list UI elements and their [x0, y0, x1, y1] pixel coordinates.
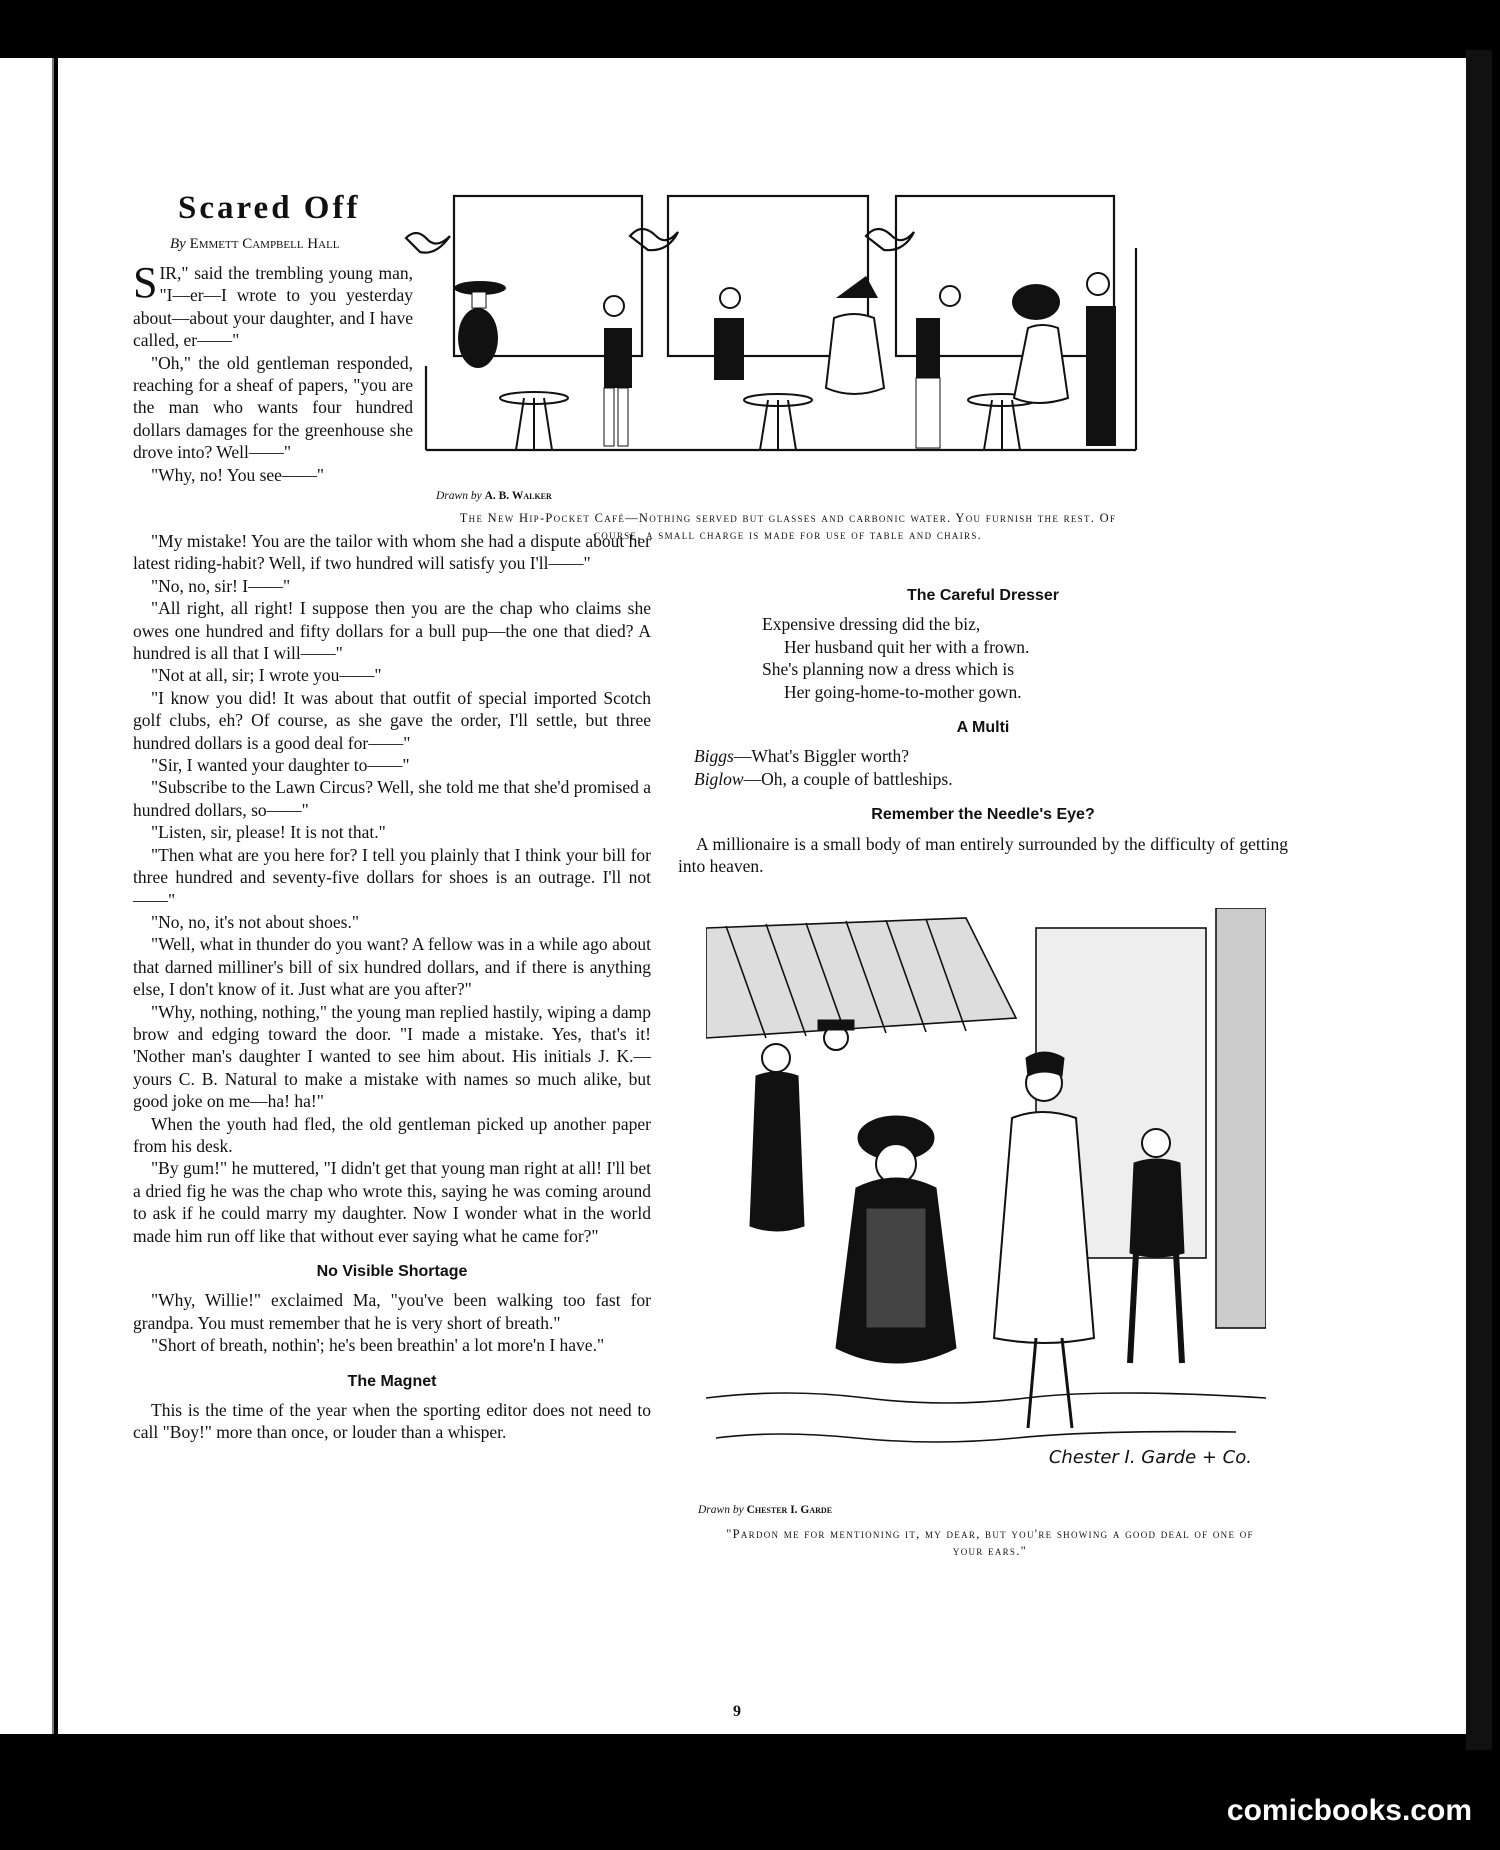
street-cartoon-drawing — [706, 908, 1266, 1498]
article-paragraph: "Why, no! You see——" — [151, 464, 325, 485]
article-paragraph: "Sir, I wanted your daughter to——" — [151, 755, 410, 776]
article-paragraph: "I know you did! It was about that outfit of special imported Scotch golf clubs, eh? Of course, as she gave the order, I'll settle, but three hundred dollars is a good deal for——" — [133, 687, 651, 753]
article-body — [133, 530, 651, 1444]
verse-line: Her going-home-to-mother gown. — [784, 681, 1022, 702]
dialogue-text: —Oh, a couple of battleships. — [743, 768, 953, 789]
byline-prefix: By — [170, 236, 186, 252]
watermark: comicbooks.com — [1226, 1794, 1472, 1827]
first-para-text: IR," said the trembling young man, "I—er—I wrote to you yesterday about—about your daughter, and I have called, er——" — [133, 263, 413, 351]
article-title: Scared Off — [178, 190, 361, 226]
speaker-name: Biglow — [694, 768, 744, 789]
street-cartoon-caption: "Pardon me for mentioning it, my dear, but you're showing a good deal of one of your ears." — [726, 1527, 1254, 1558]
a-multi-heading: A Multi — [956, 719, 1010, 737]
article-paragraph: "Oh," the old gentleman responded, reaching for a sheaf of papers, "you are the man who wants four hundred dollars damages for the greenhouse she drove into? Well——" — [133, 352, 413, 463]
cafe-cartoon-drawing — [396, 188, 1156, 488]
cafe-credit-name: A. B. Walker — [484, 490, 552, 502]
the-magnet-heading: The Magnet — [347, 1372, 437, 1390]
street-credit-prefix: Drawn by — [698, 1504, 744, 1516]
article-byline — [170, 236, 340, 253]
cafe-cartoon-credit — [436, 490, 552, 502]
article-paragraph: "No, no, sir! I——" — [151, 575, 291, 596]
careful-dresser-heading: The Careful Dresser — [906, 587, 1060, 604]
no-visible-shortage-heading: No Visible Shortage — [316, 1263, 468, 1280]
cafe-cartoon — [396, 188, 1156, 488]
street-credit-name: Chester I. Garde — [746, 1504, 833, 1516]
page-gutter — [1466, 50, 1492, 1750]
cafe-cartoon-caption: The New Hip-Pocket Café—Nothing served but glasses and carbonic water. You furnish the rest. Of course, a small charge is made for use of table and chairs. — [459, 511, 1117, 542]
article-body-narrow — [133, 258, 413, 486]
page-number: 9 — [733, 1703, 741, 1720]
article-paragraph: "Listen, sir, please! It is not that." — [151, 822, 386, 843]
dialogue-line — [694, 745, 1288, 767]
article-paragraph: "Why, nothing, nothing," the young man replied hastily, wiping a damp brow and edging toward the door. "I made a mistake. Yes, that's it! 'Nother man's daughter I wanted to see him about. His initials J. K.—yours C. B. Natural to make a mistake with names so much alike, but good joke on me—ha! ha!" — [133, 1001, 651, 1112]
magazine-page — [58, 58, 1466, 1734]
article-paragraph: "All right, all right! I suppose then you are the chap who claims she owes one hundred and fifty dollars for a bull pup—the one that died? A hundred is all that I will——" — [133, 598, 651, 664]
magnet-paragraph: This is the time of the year when the sporting editor does not need to call "Boy!" more than once, or louder than a whisper. — [133, 1400, 651, 1443]
byline-author: Emmett Campbell Hall — [189, 236, 340, 252]
right-column — [678, 585, 1288, 877]
cafe-credit-prefix: Drawn by — [436, 490, 482, 502]
article-paragraph: "Not at all, sir; I wrote you——" — [151, 665, 382, 686]
article-paragraph: "By gum!" he muttered, "I didn't get that young man right at all! I'll bet a dried fig he was the chap who wrote this, saying he was coming around to ask if he could marry my daughter. Now I wonder what in the world made him run off like that without ever saying what he came for?" — [133, 1158, 651, 1246]
article-paragraph: "No, no, it's not about shoes." — [151, 911, 359, 932]
street-cartoon-credit — [698, 1504, 832, 1516]
verse-line: She's planning now a dress which is — [762, 659, 1015, 680]
dialogue-line — [694, 768, 1288, 790]
article-paragraph: "Subscribe to the Lawn Circus? Well, she told me that she'd promised a hundred dollars, so——" — [133, 777, 651, 820]
street-cartoon — [706, 908, 1266, 1498]
facing-page-edge — [0, 58, 54, 1734]
speaker-name: Biggs — [694, 746, 734, 767]
street-cartoon-signature: Chester I. Garde + Co. — [1048, 1447, 1252, 1468]
needles-eye-paragraph: A millionaire is a small body of man entirely surrounded by the difficulty of getting into heaven. — [678, 833, 1288, 877]
a-multi-dialogue — [678, 745, 1288, 790]
verse-line: Her husband quit her with a frown. — [784, 636, 1030, 657]
article-dropcap: S — [133, 258, 158, 307]
article-paragraph: When the youth had fled, the old gentleman picked up another paper from his desk. — [133, 1113, 651, 1156]
careful-dresser-verse — [678, 613, 1288, 703]
shortage-paragraph: "Why, Willie!" exclaimed Ma, "you've been walking too fast for grandpa. You must remember that he is very short of breath." — [133, 1290, 651, 1333]
article-paragraph: "Well, what in thunder do you want? A fellow was in a while ago about that darned milliner's bill of six hundred dollars, and if there is anything else, I don't know of it. Just what are you after?" — [133, 934, 651, 1000]
shortage-paragraph: "Short of breath, nothin'; he's been breathin' a lot more'n I have." — [151, 1335, 605, 1356]
article-paragraph: "My mistake! You are the tailor with whom she had a dispute about her latest riding-habit? Well, if two hundred will satisfy you I'll——" — [133, 531, 651, 574]
article-paragraph: "Then what are you here for? I tell you plainly that I think your bill for three hundred and seventy-five dollars for shoes is an outrage. I'll not——" — [133, 844, 651, 910]
article-first-paragraph — [133, 258, 413, 352]
verse-line: Expensive dressing did the biz, — [762, 614, 981, 635]
needles-eye-heading: Remember the Needle's Eye? — [871, 806, 1095, 824]
dialogue-text: —What's Biggler worth? — [733, 746, 910, 767]
